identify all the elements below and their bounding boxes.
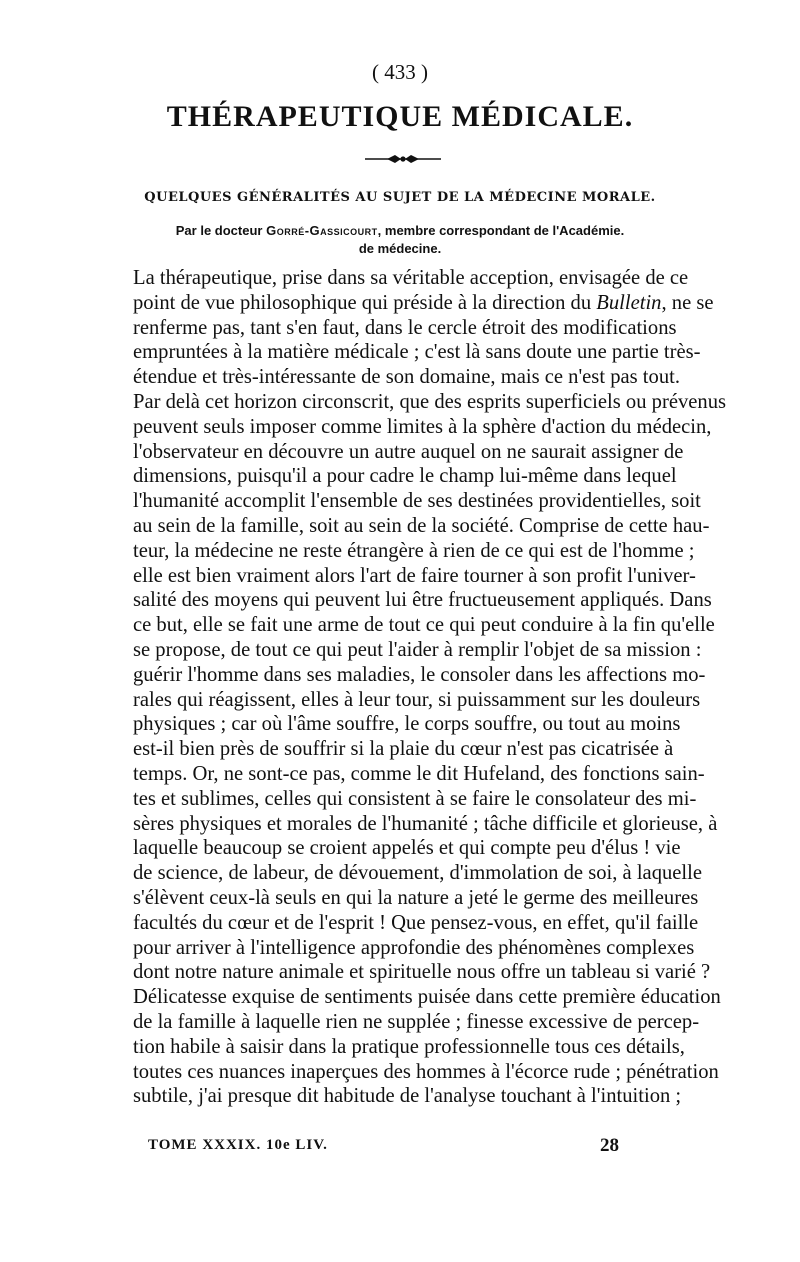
text-line: tes et sublimes, celles qui consistent à se faire le consolateur des mi-: [133, 787, 697, 810]
author-name: Gorré-Gassicourt: [266, 223, 378, 238]
text-line: elle est bien vraiment alors l'art de faire tourner à son profit l'univer-: [133, 564, 696, 587]
text-line: pour arriver à l'intelligence approfondie des phénomènes complexes: [133, 936, 695, 959]
text-line: peuvent seuls imposer comme limites à la sphère d'action du médecin,: [133, 415, 712, 438]
text-line: s'élèvent ceux-là seuls en qui la nature a jeté le germe des meilleures: [133, 886, 699, 909]
page-number: ( 433 ): [372, 60, 428, 84]
text-line: Par delà cet horizon circonscrit, que des esprits superficiels ou prévenus: [133, 390, 727, 413]
text-line: dimensions, puisqu'il a pour cadre le champ lui-même dans lequel: [133, 465, 677, 488]
text-line: La thérapeutique, prise dans sa véritable acception, envisagée de ce: [133, 267, 689, 289]
ornament-rule-icon: [365, 152, 441, 166]
text-line: teur, la médecine ne reste étrangère à rien de ce qui est de l'homme ;: [133, 539, 695, 562]
text-line: étendue et très-intéressante de son domaine, mais ce n'est pas tout.: [133, 366, 680, 389]
text-line: Délicatesse exquise de sentiments puisée dans cette première éducation: [133, 986, 721, 1009]
text-line: ce but, elle se fait une arme de tout ce qui peut conduire à la fin qu'elle: [133, 614, 715, 637]
sheet-number: 28: [600, 1135, 619, 1156]
text-line: guérir l'homme dans ses maladies, le consoler dans les affections mo-: [133, 663, 706, 686]
article-title: QUELQUES GÉNÉRALITÉS AU SUJET DE LA MÉDECINE MORALE.: [144, 190, 656, 205]
byline-prefix: Par le docteur: [175, 223, 263, 238]
text-line: empruntées à la matière médicale ; c'est là sans doute une partie très-: [133, 341, 701, 364]
byline-line-2: de médecine.: [358, 241, 442, 256]
text-line: au sein de la famille, soit au sein de la société. Comprise de cette hau-: [133, 514, 710, 537]
text-line: temps. Or, ne sont-ce pas, comme le dit Hufeland, des fonctions sain-: [133, 762, 705, 785]
text-line: rales qui réagissent, elles à leur tour, si puissamment sur les douleurs: [133, 688, 701, 711]
text-line: l'humanité accomplit l'ensemble de ses destinées providentielles, soit: [133, 490, 701, 513]
text-line: point de vue philosophique qui préside à la direction du Bulletin, ne se: [133, 291, 714, 314]
page-footer: [133, 1137, 669, 1161]
text-line: subtile, j'ai presque dit habitude de l'analyse touchant à l'intuition ;: [133, 1085, 682, 1108]
text-line: se propose, de tout ce qui peut l'aider à remplir l'objet de sa mission :: [133, 638, 702, 661]
byline-line-1: [130, 222, 670, 240]
text-line: physiques ; car où l'âme souffre, le corps souffre, ou tout au moins: [133, 713, 681, 736]
section-title: THÉRAPEUTIQUE MÉDICALE.: [166, 100, 634, 133]
byline: [130, 222, 670, 258]
text-line: sères physiques et morales de l'humanité ; tâche difficile et glorieuse, à: [133, 812, 718, 835]
text-line: tion habile à saisir dans la pratique professionnelle tous ces détails,: [133, 1035, 685, 1058]
journal-name: Bulletin: [596, 291, 662, 314]
text-line: toutes ces nuances inaperçues des hommes à l'écorce rude ; pénétration: [133, 1060, 719, 1083]
signature-mark: TOME XXXIX. 10e LIV.: [148, 1137, 328, 1153]
text-line: renferme pas, tant s'en faut, dans le cercle étroit des modifications: [133, 316, 677, 339]
text-line: est-il bien près de souffrir si la plaie du cœur n'est pas cicatrisée à: [133, 738, 674, 761]
text-line: facultés du cœur et de l'esprit ! Que pensez-vous, en effet, qu'il faille: [133, 911, 699, 934]
byline-suffix: , membre correspondant de l'Académie.: [377, 223, 625, 238]
body-text: [133, 266, 727, 1109]
text-line: laquelle beaucoup se croient appelés et qui compte peu d'élus ! vie: [133, 837, 681, 860]
text-line: dont notre nature animale et spirituelle nous offre un tableau si varié ?: [133, 961, 711, 984]
text-line: de la famille à laquelle rien ne supplée ; finesse excessive de percep-: [133, 1010, 700, 1033]
text-line: l'observateur en découvre un autre auquel on ne saurait assigner de: [133, 440, 684, 463]
text-line: de science, de labeur, de dévouement, d'immolation de soi, à laquelle: [133, 862, 703, 885]
text-line: salité des moyens qui peuvent lui être fructueusement appliqués. Dans: [133, 589, 712, 612]
